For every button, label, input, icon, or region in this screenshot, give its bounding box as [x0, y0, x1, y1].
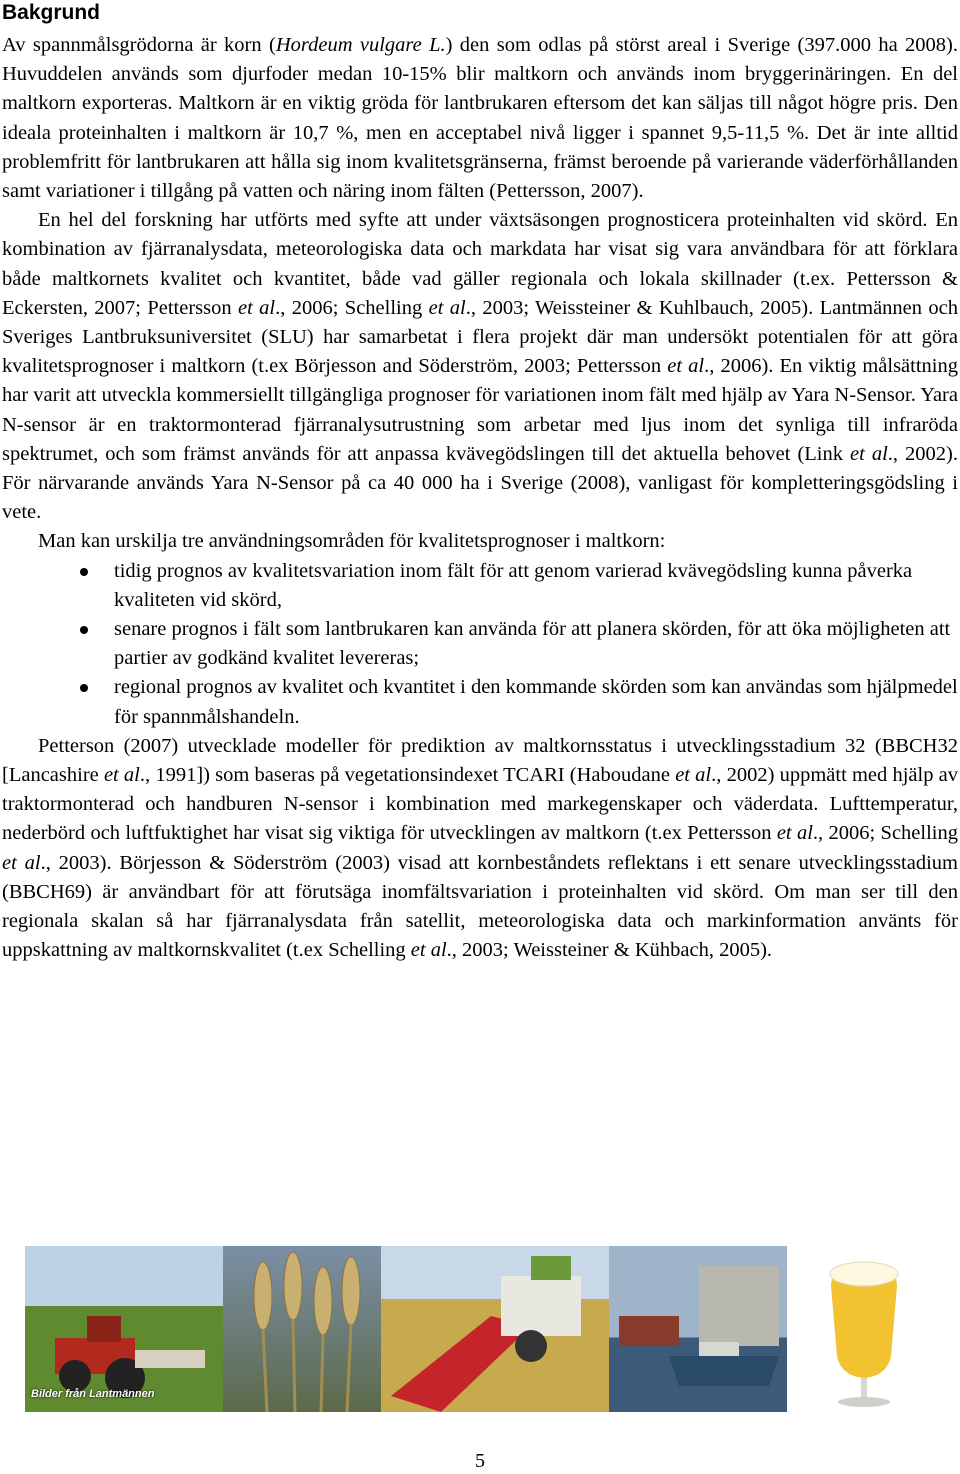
italic-run: et al	[2, 851, 41, 874]
grain-ears-photo	[223, 1246, 381, 1412]
list-item-text: senare prognos i fält som lantbrukaren kan använda för att planera skörden, för att öka möjligheten att partier av godkänd kvalitet levereras;	[114, 618, 951, 670]
bullet-icon	[80, 626, 88, 634]
paragraph-intro	[2, 31, 958, 206]
text-run: Petterson (2007) utvecklade modeller för prediktion av maltkornsstatus i utvecklingsstadium 32 (BBCH32 [Lancashire	[2, 734, 958, 787]
beer-glass-photo	[787, 1246, 941, 1412]
paragraph-usage-intro: Man kan urskilja tre användningsområden för kvalitetsprognoser i maltkorn:	[38, 530, 666, 553]
list-item	[2, 557, 958, 615]
italic-run: et al	[410, 939, 447, 962]
italic-run: Hordeum vulgare L.	[275, 34, 446, 56]
list-item	[2, 615, 958, 673]
combine-icon	[381, 1246, 609, 1412]
ship-icon	[609, 1246, 787, 1412]
italic-run: et al	[428, 296, 466, 319]
combine-harvester-photo	[381, 1246, 609, 1412]
tractor-photo	[25, 1246, 223, 1412]
italic-run: et al	[776, 822, 813, 845]
text-run: ., 2003; Weissteiner & Kuhlbauch, 2005). Lantmännen och Sveriges Lantbruksuniversitet (SLU) har samarbetat i flera projekt där man undersökt potentialen för att göra kvalitetsprognoser i maltkorn (t.ex Börjesson and Söderström, 2003; Pettersson	[2, 296, 958, 378]
body-text	[2, 31, 958, 966]
text-run: ., 2003). Börjesson & Söderström (2003) visad att kornbeståndets reflektans i ett senare utvecklingsstadium (BBCH69) är användbart för att förutsäga inomfältsvariation i proteinhalten vid skörd. Om man ser till den regionala skalan så har fjärranalysdata från satellit, meteorologiska data och markinformation använts för uppskattning av maltkornskvalitet (t.ex Schelling	[2, 851, 958, 962]
italic-run: et al	[667, 355, 705, 378]
beer-glass-icon	[787, 1246, 941, 1412]
text-run: ., 2006; Schelling	[812, 822, 958, 845]
page-number: 5	[475, 1450, 485, 1472]
paragraph-models	[2, 732, 958, 966]
text-run: ., 2002) uppmätt med hjälp av traktormonterad och handburen N-sensor i kombination med markegenskaper och väderdata. Lufttemperatur, nederbörd och luftfuktighet har visat sig viktiga för utvecklingen av maltkorn (t.ex Pettersson	[2, 764, 958, 845]
text-run: ., 2006). En viktig målsättning har varit att utveckla kommersiellt tillgängliga prognoser för variationen inom fält med hjälp av Yara N-Sensor. Yara N-sensor är en traktormonterad fjärranalysutrustning som arbetar med ljus inom det synliga till infraröda spektrumet, och som främst används för att anpassa kvävegödslingen till det aktuella behovet (Link	[2, 355, 958, 465]
list-item	[2, 673, 958, 731]
text-run: En hel del forskning har utförts med syfte att under växtsäsongen prognosticera proteinhalten vid skörd. En kombination av fjärranalysdata, meteorologiska data och markdata har visat sig vara användbara för att förklara både maltkornets kvalitet och kvantitet, både vad gäller regionala och lokala skillnader (t.ex. Pettersson & Eckersten, 2007; Pettersson	[2, 209, 958, 319]
italic-run: et al	[103, 764, 140, 787]
text-run: Av spannmålsgrödorna är korn (	[2, 34, 276, 56]
bullet-icon	[80, 568, 88, 576]
section-heading: Bakgrund	[2, 1, 101, 24]
image-caption: Bilder från Lantmännen	[31, 1388, 155, 1400]
italic-run: et al	[238, 296, 276, 319]
list-item-text: regional prognos av kvalitet och kvantitet i den kommande skörden som kan användas som hjälpmedel för spannmålshandeln.	[114, 676, 958, 728]
text-run: ., 2002). För närvarande används Yara N-Sensor på ca 40 000 ha i Sverige (2008), vanligast för kompletteringsgödsling i vete.	[2, 442, 959, 524]
text-run: ., 2003; Weissteiner & Kühbach, 2005).	[446, 939, 773, 962]
text-run: ) den som odlas på störst areal i Sverige (397.000 ha 2008). Huvuddelen används som djurfoder medan 10-15% blir maltkorn och används inom bryggerinäringen. En del maltkorn exporteras. Maltkorn är en viktig gröda för lantbrukaren eftersom det kan säljas till något högre pris. Den ideala proteinhalten i maltkorn är 10,7 %, men en acceptabel nivå ligger i spannet 9,5-11,5 %. Det är inte alltid problemfritt för lantbrukaren att hålla sig inom kvalitetsgränserna, främst beroende på varierande väderförhållanden samt variationer i tillgång på vatten och näring inom fälten (Pettersson, 2007).	[2, 34, 958, 203]
italic-run: et al	[675, 764, 712, 787]
usage-list	[2, 557, 958, 732]
bullet-icon	[80, 684, 88, 692]
text-run: ., 2006; Schelling	[275, 296, 429, 319]
paragraph-research	[2, 206, 958, 527]
grain-icon	[223, 1246, 381, 1412]
list-item-text: tidig prognos av kvalitetsvariation inom fält för att genom varierad kvävegödsling kunna påverka kvaliteten vid skörd,	[114, 559, 913, 611]
italic-run: et al	[850, 442, 888, 465]
text-run: ., 1991]) som baseras på vegetationsindexet TCARI (Haboudane	[139, 764, 676, 787]
harbor-silo-photo	[609, 1246, 787, 1412]
photo-strip	[25, 1246, 941, 1412]
